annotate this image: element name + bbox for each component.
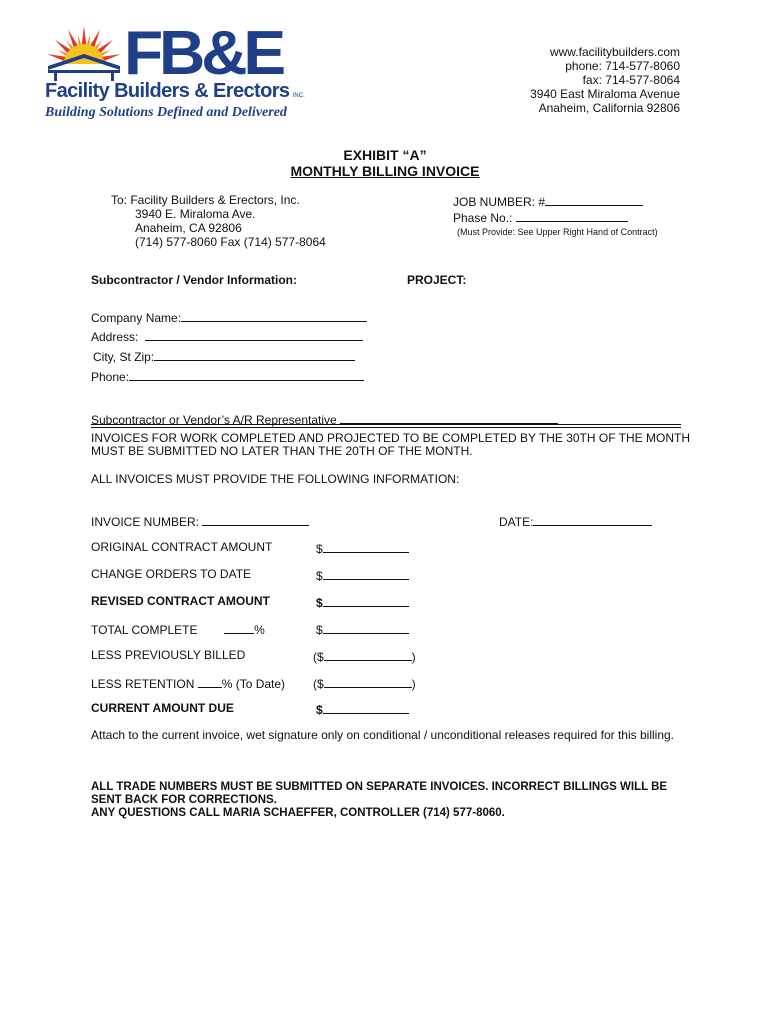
company-name-row <box>91 309 367 325</box>
ar-representative-field[interactable] <box>340 411 558 424</box>
city-field[interactable] <box>154 348 355 361</box>
date-label: DATE: <box>499 515 534 529</box>
change-orders-label: CHANGE ORDERS TO DATE <box>91 567 252 581</box>
company-logo <box>44 20 305 125</box>
required-info-heading: ALL INVOICES MUST PROVIDE THE FOLLOWING INFORMATION: <box>91 472 460 486</box>
phase-field[interactable] <box>516 209 628 222</box>
contact-street: 3940 East Miraloma Avenue <box>530 87 680 101</box>
svg-text:FB&E: FB&E <box>124 20 284 78</box>
address-field[interactable] <box>145 328 363 341</box>
city-label: City, St Zip: <box>93 350 155 364</box>
city-row <box>93 348 355 364</box>
to-address <box>111 193 326 249</box>
change-orders-amount: $ <box>316 567 409 583</box>
contact-city: Anaheim, California 92806 <box>538 101 680 115</box>
logo-inc: INC. <box>292 93 305 99</box>
company-name-label: Company Name: <box>91 311 182 325</box>
project-heading: PROJECT: <box>407 273 467 287</box>
phase-label: Phase No.: <box>453 211 513 225</box>
job-note: (Must Provide: See Upper Right Hand of Contract) <box>457 227 658 237</box>
company-name-field[interactable] <box>181 309 367 322</box>
submission-notice: INVOICES FOR WORK COMPLETED AND PROJECTED TO BE COMPLETED BY THE 30TH OF THE MONTH MUST BE SUBMITTED NO LATER THAN THE 20TH OF THE MONTH. <box>91 431 690 458</box>
separate-invoices-notice: ALL TRADE NUMBERS MUST BE SUBMITTED ON SEPARATE INVOICES. INCORRECT BILLINGS WILL BE SENT BACK FOR CORRECTIONS. <box>91 781 668 806</box>
less-retention-amount: ($ ) <box>313 677 416 691</box>
less-retention-label: LESS RETENTION <box>91 677 195 691</box>
original-contract-field[interactable] <box>323 540 409 553</box>
less-previously-billed-label: LESS PREVIOUSLY BILLED <box>91 648 246 662</box>
contact-phone: phone: 714-577-8060 <box>565 59 680 73</box>
less-previously-billed-field[interactable] <box>324 648 412 661</box>
address-row <box>91 328 363 344</box>
job-number-field[interactable] <box>545 193 643 206</box>
document-title <box>0 147 770 179</box>
revised-contract-label: REVISED CONTRACT AMOUNT <box>91 594 270 608</box>
revised-contract-amount: $ <box>316 594 409 610</box>
subcontractor-heading: Subcontractor / Vendor Information: <box>91 273 298 287</box>
date-row <box>499 513 652 529</box>
exhibit-title: EXHIBIT “A” <box>343 147 427 163</box>
original-contract-label: ORIGINAL CONTRACT AMOUNT <box>91 540 273 554</box>
divider-line <box>91 424 681 425</box>
phone-field[interactable] <box>129 368 364 381</box>
questions-contact-notice: ANY QUESTIONS CALL MARIA SCHAEFFER, CONTROLLER (714) 577-8060. <box>91 807 505 819</box>
date-field[interactable] <box>533 513 652 526</box>
job-number-label: JOB NUMBER: # <box>453 195 546 209</box>
phone-label: Phone: <box>91 370 130 384</box>
final-notice <box>91 781 691 820</box>
total-complete-label: TOTAL COMPLETE <box>91 623 198 637</box>
invoice-number-label: INVOICE NUMBER: <box>91 515 200 529</box>
contact-info <box>530 45 680 115</box>
to-line-2: 3940 E. Miraloma Ave. <box>135 207 256 221</box>
sunburst-icon <box>44 24 124 86</box>
total-complete-row: TOTAL COMPLETE % <box>91 623 265 637</box>
current-amount-due-field[interactable] <box>323 701 409 714</box>
retention-pct-field[interactable] <box>198 675 222 688</box>
total-complete-pct-field[interactable] <box>224 621 254 634</box>
job-info <box>453 193 658 239</box>
invoice-title: MONTHLY BILLING INVOICE <box>290 163 480 179</box>
logo-tagline: Building Solutions Defined and Delivered <box>45 105 287 120</box>
less-retention-field[interactable] <box>324 675 412 688</box>
fbe-wordmark <box>124 20 284 78</box>
ar-representative-label: Subcontractor or Vendor’s A/R Representative <box>91 413 337 427</box>
total-complete-amount: $ <box>316 621 409 637</box>
contact-fax: fax: 714-577-8064 <box>582 73 680 87</box>
divider-line <box>91 427 681 428</box>
to-line-3: Anaheim, CA 92806 <box>135 221 242 235</box>
total-complete-field[interactable] <box>323 621 409 634</box>
invoice-number-row <box>91 513 309 529</box>
logo-company-name: Facility Builders & Erectors INC. <box>45 80 305 102</box>
to-line-1: To: Facility Builders & Erectors, Inc. <box>111 193 300 207</box>
current-amount-due: $ <box>316 701 409 717</box>
phone-row <box>91 368 364 384</box>
original-contract-amount: $ <box>316 540 409 556</box>
attachment-note: Attach to the current invoice, wet signature only on conditional / unconditional releases required for this billing. <box>91 728 675 742</box>
invoice-number-field[interactable] <box>202 513 309 526</box>
less-retention-row: LESS RETENTION % (To Date) <box>91 677 286 691</box>
current-amount-due-label: CURRENT AMOUNT DUE <box>91 701 234 715</box>
revised-contract-field[interactable] <box>323 594 409 607</box>
less-previously-billed-amount: ($ ) <box>313 650 416 664</box>
address-label: Address: <box>91 330 139 344</box>
change-orders-field[interactable] <box>323 567 409 580</box>
to-line-4: (714) 577-8060 Fax (714) 577-8064 <box>135 235 326 249</box>
website-link[interactable]: www.facilitybuilders.com <box>549 45 680 59</box>
